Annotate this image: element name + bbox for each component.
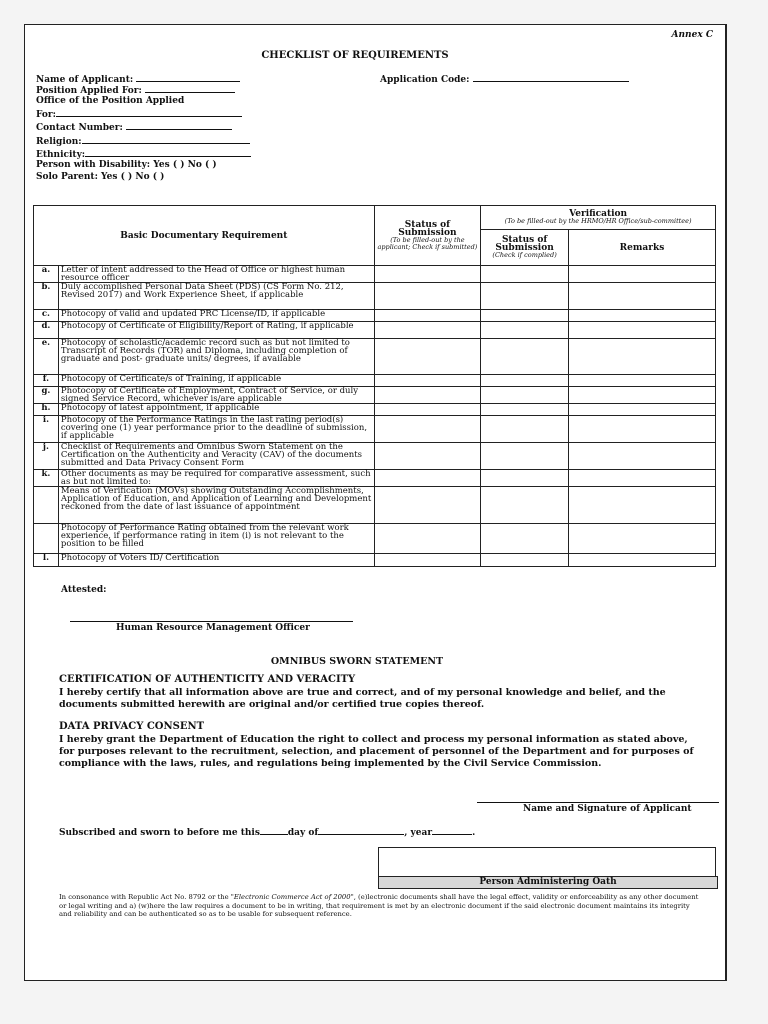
verification-status-cell[interactable] (481, 470, 569, 487)
privacy-title: DATA PRIVACY CONSENT (59, 721, 205, 732)
remarks-cell[interactable] (568, 554, 715, 567)
table-row (34, 524, 716, 554)
status-cell[interactable] (374, 322, 481, 339)
row-letter: c. (34, 310, 59, 322)
status-cell[interactable] (374, 443, 481, 470)
remarks-cell[interactable] (568, 387, 715, 404)
remarks-cell[interactable] (568, 443, 715, 470)
verification-status-cell[interactable] (481, 554, 569, 567)
remarks-cell[interactable] (568, 283, 715, 310)
attested-label: Attested: (61, 585, 107, 595)
annex-label: Annex C (671, 30, 713, 40)
status-cell[interactable] (374, 524, 481, 554)
verification-status-cell[interactable] (481, 266, 569, 283)
verification-status-cell[interactable] (481, 310, 569, 322)
remarks-cell[interactable] (568, 404, 715, 416)
remarks-cell[interactable] (568, 470, 715, 487)
header-remarks: Remarks (568, 230, 715, 266)
row-letter: a. (34, 266, 59, 283)
page-title: CHECKLIST OF REQUIREMENTS (261, 50, 449, 61)
table-row (34, 416, 716, 443)
oath-title: OMNIBUS SWORN STATEMENT (270, 656, 444, 667)
row-requirement-text: Means of Verification (MOVs) showing Outstanding Accomplishments, Application of Education, and Application of Learning and Development reckoned from the date of last issuance of appointment (58, 487, 374, 524)
status-cell[interactable] (374, 487, 481, 524)
row-requirement-text: Checklist of Requirements and Omnibus Sworn Statement on the Certification on the Authenticity and Veracity (CAV) of the documents submitted and Data Privacy Consent Form (58, 443, 374, 470)
table-row (34, 310, 716, 322)
table-row (34, 283, 716, 310)
row-letter (34, 487, 59, 524)
solo-parent-field[interactable]: Solo Parent: Yes ( ) No ( ) (36, 172, 165, 182)
applicant-signature-label: Name and Signature of Applicant (523, 804, 692, 814)
row-requirement-text: Duly accomplished Personal Data Sheet (PDS) (CS Form No. 212, Revised 2017) and Work Experience Sheet, if applicable (58, 283, 374, 310)
oath-person-label: Person Administering Oath (378, 876, 718, 889)
table-row (34, 322, 716, 339)
table-row (34, 266, 716, 283)
hrmo-label: Human Resource Management Officer (116, 623, 310, 633)
remarks-cell[interactable] (568, 310, 715, 322)
name-field[interactable]: Name of Applicant: (36, 72, 240, 85)
privacy-text: I hereby grant the Department of Education the right to collect and process my personal information as stated above, for purposes relevant to the recruitment, selection, and placement of personnel of the Department and for purposes of compliance with the laws, rules, and regulations being implemented by the Civil Service Commission. (59, 734, 694, 769)
applicant-signature-line[interactable] (477, 802, 719, 803)
verification-status-cell[interactable] (481, 443, 569, 470)
table-row (34, 404, 716, 416)
position-field[interactable]: Position Applied For: (36, 83, 235, 96)
row-requirement-text: Photocopy of latest appointment, if applicable (58, 404, 374, 416)
verification-status-cell[interactable] (481, 387, 569, 404)
verification-status-cell[interactable] (481, 375, 569, 387)
verification-status-cell[interactable] (481, 322, 569, 339)
table-row (34, 375, 716, 387)
sworn-statement-line[interactable]: Subscribed and sworn to before me this day of , year . (59, 825, 475, 838)
row-requirement-text: Photocopy of scholastic/academic record such as but not limited to Transcript of Records (TOR) and Diploma, including completion of graduate and post- graduate units/ degrees, if available (58, 339, 374, 375)
row-letter: l. (34, 554, 59, 567)
verification-status-cell[interactable] (481, 524, 569, 554)
row-letter: d. (34, 322, 59, 339)
verification-status-cell[interactable] (481, 416, 569, 443)
verification-status-cell[interactable] (481, 404, 569, 416)
pwd-field[interactable]: Person with Disability: Yes ( ) No ( ) (36, 160, 217, 170)
row-letter: b. (34, 283, 59, 310)
table-row (34, 387, 716, 404)
status-cell[interactable] (374, 375, 481, 387)
requirements-table (33, 205, 716, 567)
hrmo-signature-line[interactable] (70, 621, 353, 622)
row-letter (34, 524, 59, 554)
ethnicity-field[interactable]: Ethnicity: (36, 147, 251, 160)
footnote: In consonance with Republic Act No. 8792 or the "Electronic Commerce Act of 2000", (e)lectronic documents shall have the legal effect, validity or enforceability as any other document or legal writing and a) (w)here the law requires a document to be in writing, that requirement is met by an electronic document if the said electronic document maintains its integrity and reliability and can be authenticated so as to be usable for subsequent reference. (59, 893, 699, 918)
row-requirement-text: Photocopy of Voters ID/ Certification (58, 554, 374, 567)
status-cell[interactable] (374, 404, 481, 416)
table-row (34, 554, 716, 567)
row-letter: i. (34, 416, 59, 443)
table-row (34, 470, 716, 487)
remarks-cell[interactable] (568, 266, 715, 283)
certification-text: I hereby certify that all information above are true and correct, and of my personal knowledge and belief, and the documents submitted herewith are original and/or certified true copies thereof. (59, 687, 666, 710)
contact-field[interactable]: Contact Number: (36, 120, 232, 133)
remarks-cell[interactable] (568, 375, 715, 387)
status-cell[interactable] (374, 266, 481, 283)
religion-field[interactable]: Religion: (36, 134, 250, 147)
row-requirement-text: Photocopy of valid and updated PRC License/ID, if applicable (58, 310, 374, 322)
application-code-field[interactable]: Application Code: (380, 72, 629, 85)
status-cell[interactable] (374, 310, 481, 322)
verification-status-cell[interactable] (481, 487, 569, 524)
row-letter: e. (34, 339, 59, 375)
row-letter: k. (34, 470, 59, 487)
header-verification: Verification (To be filled-out by the HRMO/HR Office/sub-committee) (481, 206, 716, 230)
verification-status-cell[interactable] (481, 339, 569, 375)
row-requirement-text: Other documents as may be required for comparative assessment, such as but not limited to: (58, 470, 374, 487)
document-page (24, 24, 727, 981)
header-requirement: Basic Documentary Requirement (34, 206, 375, 266)
row-requirement-text: Photocopy of the Performance Ratings in the last rating period(s) covering one (1) year performance prior to the deadline of submission, if applicable (58, 416, 374, 443)
remarks-cell[interactable] (568, 416, 715, 443)
remarks-cell[interactable] (568, 322, 715, 339)
row-requirement-text: Photocopy of Certificate of Eligibility/Report of Rating, if applicable (58, 322, 374, 339)
certification-title: CERTIFICATION OF AUTHENTICITY AND VERACITY (59, 674, 356, 685)
status-cell[interactable] (374, 416, 481, 443)
office-field[interactable]: For: (36, 107, 242, 120)
status-cell[interactable] (374, 283, 481, 310)
header-status: Status of Submission (To be filled-out by the applicant; Check if submitted) (374, 206, 481, 266)
row-requirement-text: Photocopy of Performance Rating obtained from the relevant work experience, if performance rating in item (i) is not relevant to the position to be filled (58, 524, 374, 554)
status-cell[interactable] (374, 339, 481, 375)
header-status-verification: Status of Submission (Check if complied) (481, 230, 569, 266)
row-letter: j. (34, 443, 59, 470)
status-cell[interactable] (374, 470, 481, 487)
status-cell[interactable] (374, 387, 481, 404)
table-row (34, 339, 716, 375)
row-requirement-text: Photocopy of Certificate of Employment, Contract of Service, or duly signed Service Record, whichever is/are applicable (58, 387, 374, 404)
row-letter: g. (34, 387, 59, 404)
table-row (34, 487, 716, 524)
row-requirement-text: Letter of intent addressed to the Head of Office or highest human resource officer (58, 266, 374, 283)
remarks-cell[interactable] (568, 339, 715, 375)
verification-status-cell[interactable] (481, 283, 569, 310)
status-cell[interactable] (374, 554, 481, 567)
office-label: Office of the Position Applied (36, 96, 185, 106)
remarks-cell[interactable] (568, 487, 715, 524)
row-letter: h. (34, 404, 59, 416)
table-row (34, 443, 716, 470)
row-requirement-text: Photocopy of Certificate/s of Training, if applicable (58, 375, 374, 387)
remarks-cell[interactable] (568, 524, 715, 554)
row-letter: f. (34, 375, 59, 387)
